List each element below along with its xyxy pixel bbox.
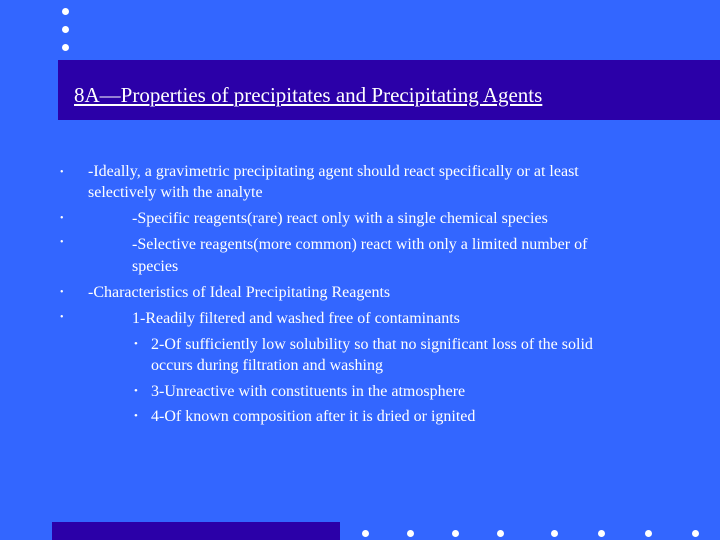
decor-dot	[362, 530, 369, 537]
bullet-marker: •	[60, 167, 64, 178]
body-subline: 2-Of sufficiently low solubility so that no significant loss of the solid	[151, 336, 593, 353]
decor-dot	[551, 530, 558, 537]
body-line: -Selective reagents(more common) react with only a limited number of	[132, 236, 588, 253]
body-line: species	[132, 258, 179, 275]
body-line: -Characteristics of Ideal Precipitating Reagents	[88, 284, 391, 301]
bottom-accent-bar	[52, 522, 340, 540]
decor-dot	[407, 530, 414, 537]
body-line: -Specific reagents(rare) react only with a single chemical species	[132, 210, 548, 227]
sub-bullet-marker: •	[134, 410, 138, 422]
decor-dot	[452, 530, 459, 537]
sub-bullet-marker: •	[134, 338, 138, 350]
body-line: 1-Readily filtered and washed free of contaminants	[132, 310, 460, 327]
sub-bullet-marker: •	[134, 385, 138, 397]
decor-dot	[645, 530, 652, 537]
body-subline: 4-Of known composition after it is dried or ignited	[151, 408, 476, 425]
decor-dot	[598, 530, 605, 537]
bullet-marker: •	[60, 287, 64, 298]
slide-title: 8A—Properties of precipitates and Precipitating Agents	[74, 83, 543, 107]
bullet-marker: •	[60, 312, 64, 323]
body-subline: 3-Unreactive with constituents in the atmosphere	[151, 383, 466, 400]
body-line: selectively with the analyte	[88, 184, 263, 201]
body-subline: occurs during filtration and washing	[151, 357, 383, 374]
body-line: -Ideally, a gravimetric precipitating agent should react specifically or at least	[88, 163, 579, 180]
decor-dot	[497, 530, 504, 537]
decor-dot	[692, 530, 699, 537]
bullet-marker: •	[60, 213, 64, 224]
bullet-marker: •	[60, 237, 64, 248]
